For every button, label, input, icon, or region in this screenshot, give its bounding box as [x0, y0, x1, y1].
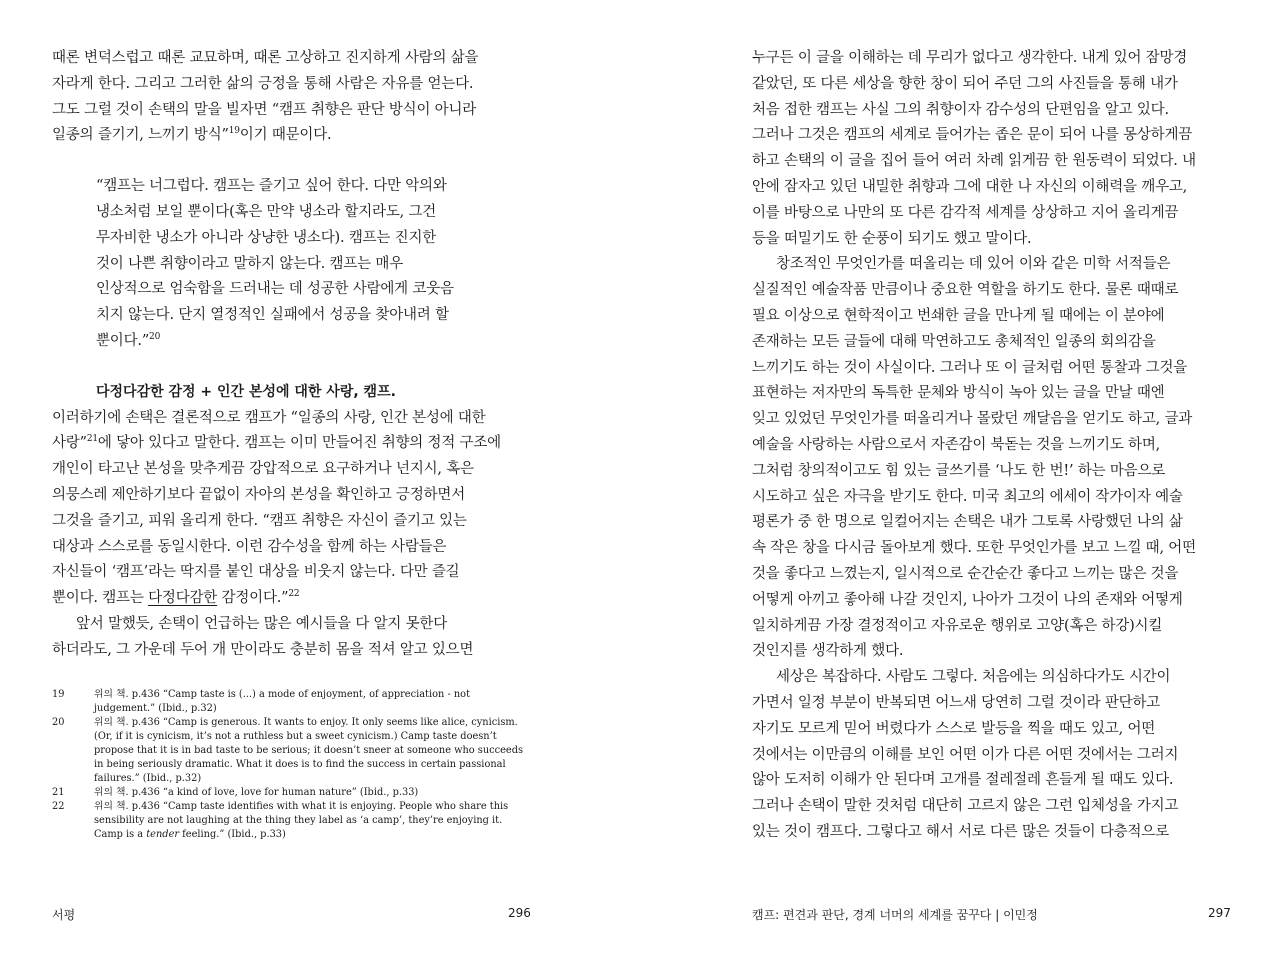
- footnote-20: 20 위의 책. p.436 “Camp is generous. It wants to enjoy. It only seems like alice, cynicism. (Or, if it is cynicism, it’s not a ruthless but a sweet cynicism.) Camp taste doesn’t propose that it is in bad taste to be serious; it doesn’t sneer at someone who succeeds in being seriously dramatic. What it does is to find the success in certain passional failures.” (Ibid., p.32): [52, 717, 524, 784]
- block-quote: [52, 174, 532, 355]
- footnote-21: 21 위의 책. p.436 “a kind of love, love for human nature” (Ibid., p.33): [52, 787, 419, 798]
- footnote-19: 19 위의 책. p.436 “Camp taste is (...) a mode of enjoyment, of appreciation - not judgement.” (Ibid., p.32): [52, 689, 471, 714]
- text-line: 있는 것이 캠프다. 그렇다고 해서 서로 다른 많은 것들이 다층적으로: [752, 823, 1169, 840]
- text-line: 그러나 그것은 캠프의 세계로 들어가는 좁은 문이 되어 나를 몽상하게끔: [752, 127, 1193, 144]
- running-footer-title: 캠프: 편견과 판단, 경계 너머의 세계를 꿈꾸다 | 이민정: [752, 908, 1038, 922]
- text-line: 어떻게 아끼고 좋아해 나갈 것인지, 나아가 그것이 나의 존재와 어떻게: [752, 591, 1183, 608]
- text-line: 것인지를 생각하게 했다.: [752, 643, 904, 660]
- text-line: 이를 바탕으로 나만의 또 다른 감각적 세계를 상상하고 지어 올리게끔: [752, 204, 1179, 221]
- quote-line: 것이 나쁜 취향이라고 말하지 않는다. 캠프는 매우: [96, 255, 404, 272]
- footnote-ref-22[interactable]: 22: [288, 589, 300, 600]
- text-line: 앞서 말했듯, 손택이 언급하는 많은 예시들을 다 알지 못한다: [76, 615, 448, 632]
- text-line: 시도하고 싶은 자극을 받기도 한다. 미국 최고의 에세이 작가이자 예술: [752, 488, 1183, 505]
- left-body-text: [52, 46, 532, 664]
- text-line: 예술을 사랑하는 사람으로서 자존감이 북돋는 것을 느끼기도 하며,: [752, 436, 1161, 453]
- text-line: 것에서는 이만큼의 이해를 보인 어떤 이가 다른 어떤 것에서는 그러지: [752, 746, 1179, 763]
- quote-line: 무자비한 냉소가 아니라 상냥한 냉소다). 캠프는 진지한: [96, 229, 437, 246]
- quote-line: 냉소처럼 보일 뿐이다(혹은 만약 냉소라 할지라도, 그건: [96, 203, 437, 220]
- quote-line: 뿐이다.”$^{20}$: [96, 332, 161, 349]
- text-line: 안에 잠자고 있던 내밀한 취향과 그에 대한 나 자신의 이해력을 깨우고,: [752, 178, 1188, 195]
- text-line: 표현하는 저자만의 독특한 문체와 방식이 녹아 있는 글을 만날 때엔: [752, 385, 1165, 402]
- text-line: 하더라도, 그 가운데 두어 개 만이라도 충분히 몸을 적셔 알고 있으면: [52, 641, 474, 658]
- text-line: 때론 변덕스럽고 때론 교묘하며, 때론 고상하고 진지하게 사람의 삶을: [52, 50, 479, 66]
- right-page: [640, 0, 1280, 955]
- text-line: 그러나 손택이 말한 것처럼 대단히 고르지 않은 그런 입체성을 가지고: [752, 798, 1179, 815]
- text-line: 그처럼 창의적이고도 힘 있는 글쓰기를 ‘나도 한 번!’ 하는 마음으로: [752, 462, 1166, 479]
- text-line: 의뭉스레 제안하기보다 끝없이 자아의 본성을 확인하고 긍정하면서: [52, 486, 466, 503]
- page-number: 296: [508, 906, 531, 920]
- text-line: 같았던, 또 다른 세상을 향한 창이 되어 주던 그의 사진들을 통해 내가: [752, 75, 1178, 92]
- quote-line: 치지 않는다. 단지 열정적인 실패에서 성공을 찾아내려 할: [96, 307, 449, 324]
- text-line: 뿐이다. 캠프는 다정다감한 감정이다.”$^{22}$: [52, 589, 300, 607]
- section-heading: 다정다감한 감정 + 인간 본성에 대한 사랑, 캠프.: [96, 383, 396, 400]
- text-line: 평론가 중 한 명으로 일컬어지는 손택은 내가 그토록 사랑했던 나의 삶: [752, 514, 1183, 531]
- running-footer-title: 서평: [52, 908, 76, 922]
- text-line: 존재하는 모든 글들에 대해 막연하고도 총체적인 일종의 회의감을: [752, 333, 1156, 350]
- footnote-ref-21[interactable]: 21: [86, 434, 98, 445]
- text-line: 창조적인 무엇인가를 떠올리는 데 있어 이와 같은 미학 서적들은: [776, 256, 1171, 273]
- text-line: 잊고 있었던 무엇인가를 떠올리거나 몰랐던 깨달음을 얻기도 하고, 글과: [752, 411, 1193, 428]
- text-line: 속 작은 창을 다시금 돌아보게 했다. 또한 무엇인가를 보고 느낄 때, 어떤: [752, 540, 1196, 557]
- text-line: 않아 도저히 이해가 안 된다며 고개를 절레절레 흔들게 될 때도 있다.: [752, 772, 1174, 789]
- text-line: 일치하게끔 가장 결정적이고 자유로운 행위로 고양(혹은 하강)시킬: [752, 617, 1163, 634]
- text-line: 처음 접한 캠프는 사실 그의 취향이자 감수성의 단편임을 알고 있다.: [752, 101, 1169, 118]
- text-line: 자라게 한다. 그리고 그러한 삶의 긍정을 통해 사람은 자유를 얻는다.: [52, 75, 474, 92]
- quote-line: 인상적으로 엄숙함을 드러내는 데 성공한 사람에게 코웃음: [96, 281, 454, 298]
- text-line: 느끼기도 하는 것이 사실이다. 그러나 또 이 글처럼 어떤 통찰과 그것을: [752, 359, 1188, 376]
- text-line: 개인이 타고난 본성을 맞추게끔 강압적으로 요구하거나 넌지시, 혹은: [52, 461, 474, 478]
- footnote-22: 22 위의 책. p.436 “Camp taste identifies with what it is enjoying. People who share this sensibility are not laughing at the thing they label as ‘a camp’, they’re enjoying it. Camp is a tender feeling.” (Ibid., p.33): [52, 801, 509, 840]
- text-line: 그것을 즐기고, 피워 올리게 한다. “캠프 취향은 자신이 즐기고 있는: [52, 512, 467, 529]
- text-line: 사랑”$^{21}$에 닿아 있다고 말한다. 캠프는 이미 만들어진 취향의 정적 구조에: [52, 434, 501, 452]
- text-line: 그도 그럴 것이 손택의 말을 빌자면 “캠프 취향은 판단 방식이 아니라: [52, 101, 477, 118]
- text-line: 자기도 모르게 믿어 버렸다가 스스로 발등을 찍을 때도 있고, 어떤: [752, 720, 1156, 737]
- page-number: 297: [1208, 906, 1231, 920]
- right-body-text: [752, 46, 1232, 846]
- footnote-ref-20[interactable]: 20: [149, 332, 161, 343]
- text-line: 등을 떠밀기도 한 순풍이 되기도 했고 말이다.: [752, 230, 1032, 247]
- text-line: 누구든 이 글을 이해하는 데 무리가 없다고 생각한다. 내게 있어 잠망경: [752, 50, 1188, 66]
- text-line: 필요 이상으로 현학적이고 번쇄한 글을 만나게 될 때에는 이 분야에: [752, 307, 1165, 324]
- text-line: 하고 손택의 이 글을 집어 들어 여러 차례 읽게끔 한 원동력이 되었다. 내: [752, 153, 1196, 170]
- underlined-phrase: 다정다감한: [148, 590, 218, 607]
- text-line: 세상은 복잡하다. 사람도 그렇다. 처음에는 의심하다가도 시간이: [776, 669, 1171, 686]
- footnotes: [52, 688, 532, 842]
- text-line: 가면서 일정 부분이 반복되면 어느새 당연히 그럴 것이라 판단하고: [752, 694, 1161, 711]
- text-line: 실질적인 예술작품 만큼이나 중요한 역할을 하기도 한다. 물론 때때로: [752, 282, 1179, 299]
- text-line: 것을 좋다고 느꼈는지, 일시적으로 순간순간 좋다고 느끼는 많은 것을: [752, 565, 1179, 582]
- footnote-ref-19[interactable]: 19: [228, 126, 240, 137]
- text-line: 자신들이 ‘캠프’라는 딱지를 붙인 대상을 비웃지 않는다. 다만 즐길: [52, 564, 460, 581]
- quote-line: “캠프는 너그럽다. 캠프는 즐기고 싶어 한다. 다만 악의와: [96, 178, 447, 195]
- text-line: 이러하기에 손택은 결론적으로 캠프가 “일종의 사랑, 인간 본성에 대한: [52, 409, 486, 426]
- text-line: 일종의 즐기기, 느끼기 방식”$^{19}$이기 때문이다.: [52, 126, 332, 144]
- text-line: 대상과 스스로를 동일시한다. 이런 감수성을 함께 하는 사람들은: [52, 538, 447, 555]
